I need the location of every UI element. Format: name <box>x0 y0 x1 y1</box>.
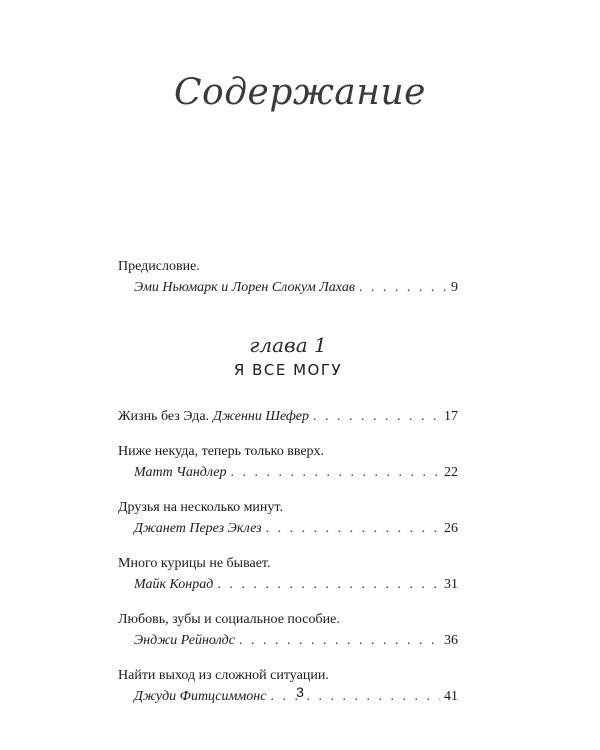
toc-entry[interactable] <box>118 441 458 483</box>
dot-leader <box>266 518 440 539</box>
entry-leader-line <box>118 462 458 483</box>
entry-leader-line <box>118 406 458 427</box>
dot-leader <box>239 630 440 651</box>
toc-entry[interactable] <box>118 406 458 427</box>
toc-entry[interactable] <box>118 609 458 651</box>
entry-page-number: 26 <box>444 521 458 536</box>
toc-entry-preface[interactable] <box>118 256 458 298</box>
chapter-label: глава 1 <box>249 333 327 357</box>
entry-leader-line <box>118 518 458 539</box>
entry-title: Жизнь без Эда. <box>118 409 210 424</box>
entry-author: Джанет Перез Эклез <box>134 521 262 536</box>
page-title: Содержание <box>174 72 426 113</box>
entry-page-number: 17 <box>444 409 458 424</box>
dot-leader <box>313 406 440 427</box>
entry-author: Дженни Шефер <box>213 409 310 424</box>
toc-entry[interactable] <box>118 497 458 539</box>
entry-title: Найти выход из сложной ситуации. <box>118 668 329 683</box>
entry-title: Предисловие. <box>118 259 200 274</box>
entry-author: Эми Ньюмарк и Лорен Слокум Лахав <box>134 280 355 295</box>
entry-page-number: 36 <box>444 633 458 648</box>
entry-author: Энджи Рейнолдс <box>134 633 235 648</box>
entry-leader-line <box>118 574 458 595</box>
table-of-contents <box>118 256 458 715</box>
dot-leader <box>217 574 440 595</box>
entry-page-number: 9 <box>451 280 458 295</box>
dot-leader <box>231 462 440 483</box>
dot-leader <box>359 277 447 298</box>
toc-entry[interactable] <box>118 553 458 595</box>
entry-author: Джуди Фитцсиммонс <box>134 689 267 704</box>
entry-page-number: 41 <box>444 689 458 704</box>
entry-page-number: 22 <box>444 465 458 480</box>
entry-leader-line <box>118 277 458 298</box>
chapter-heading <box>118 332 458 382</box>
chapter-name: Я ВСЕ МОГУ <box>233 361 343 379</box>
entry-page-number: 31 <box>444 577 458 592</box>
entry-title: Много курицы не бывает. <box>118 556 271 571</box>
entry-title: Ниже некуда, теперь только вверх. <box>118 444 325 459</box>
entry-author: Матт Чандлер <box>134 465 227 480</box>
entry-author: Майк Конрад <box>134 577 214 592</box>
entry-leader-line <box>118 630 458 651</box>
page-number: 3 <box>296 684 304 700</box>
entry-title: Друзья на несколько минут. <box>118 500 283 515</box>
entry-title: Любовь, зубы и социальное пособие. <box>118 612 340 627</box>
